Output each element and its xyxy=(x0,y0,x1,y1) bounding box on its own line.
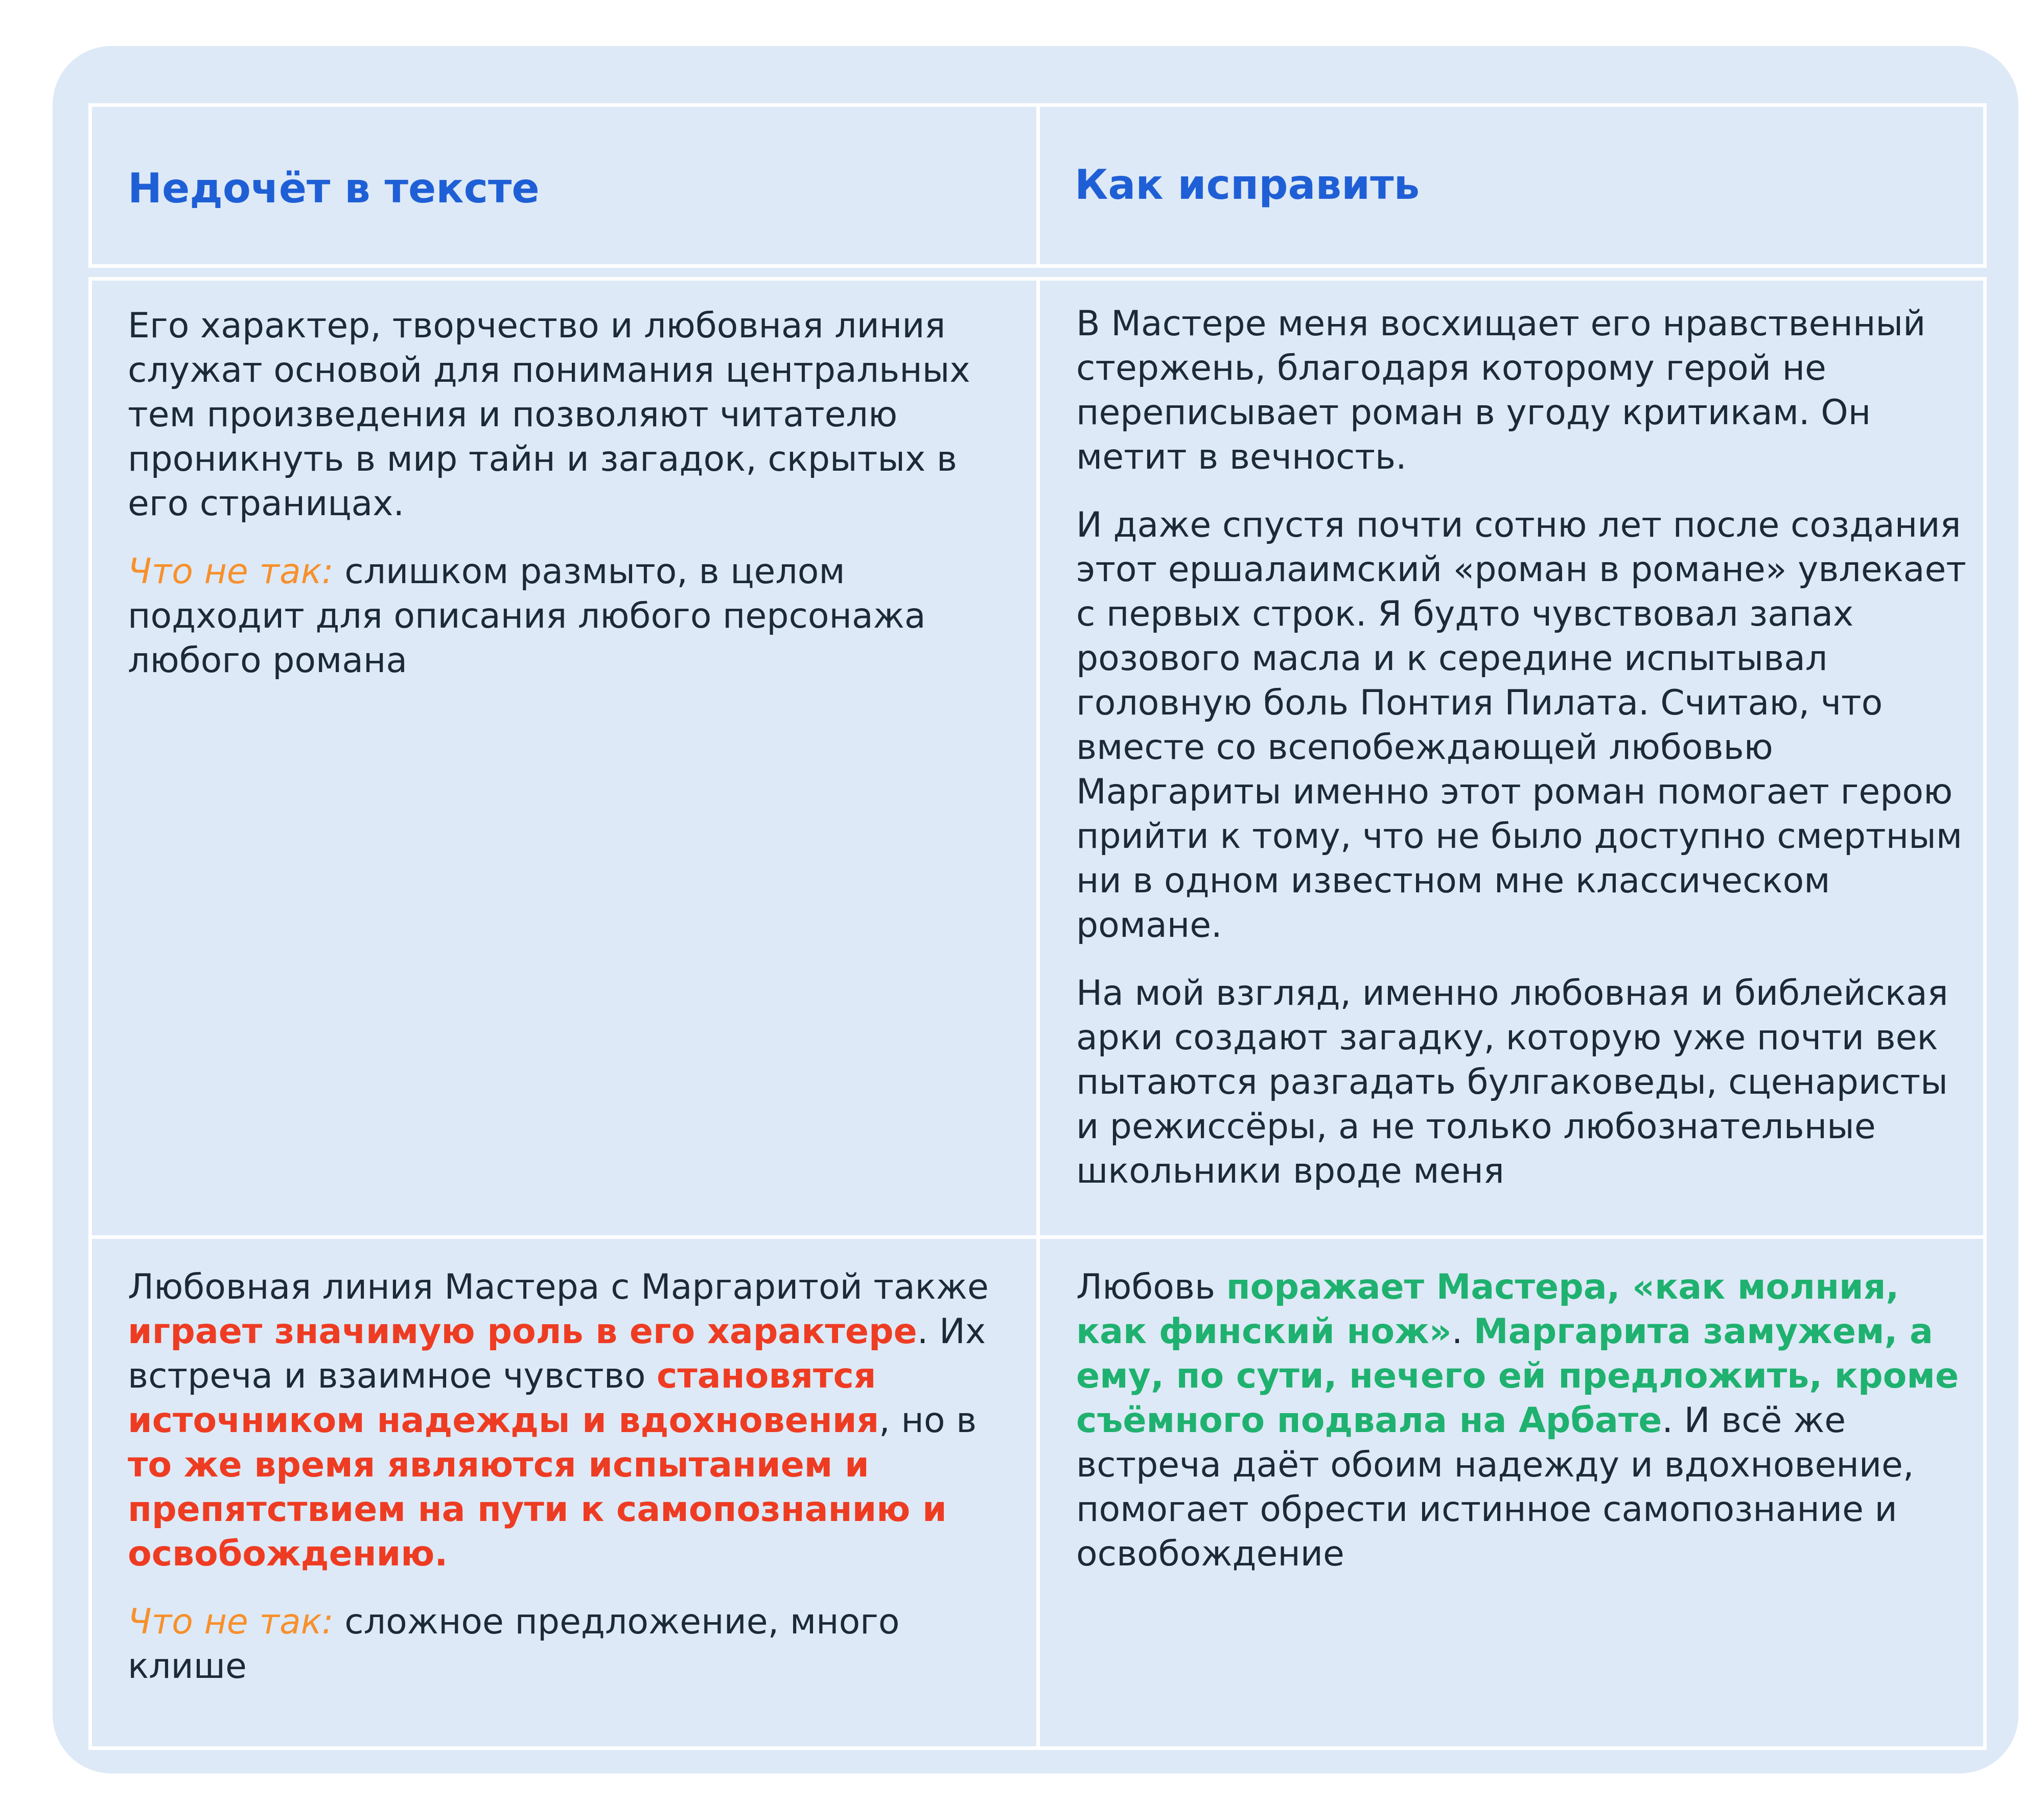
row1-fix-paragraph-3: На мой взгляд, именно любовная и библейская арки создают загадку, которую уже почти век пытаются разгадать булгаковеды, сценаристы и режиссёры, а не только любознательные школьники вроде меня xyxy=(1076,973,1948,1191)
row2-fix-highlight: поражает Мастера, «как молния, как финский нож» xyxy=(1076,1267,1899,1352)
row2-problem-segment: Любовная линия Мастера с Маргаритой также xyxy=(128,1267,989,1307)
row1-fix-paragraph-2: И даже спустя почти сотню лет после создания этот ершалаимский «роман в романе» увлекает с первых строк. Я будто чувствовал запах розового масла и к середине испытывал головную боль Понтия Пилата. Считаю, что вместе со всепобеждающей любовью Маргариты именно этот роман помогает герою прийти к тому, что не было доступно смертным ни в одном известном мне классическом романе. xyxy=(1076,505,1966,945)
row2-issue-text: сложное предложение, много клише xyxy=(128,1602,900,1687)
row1-issue-text: слишком размыто, в целом подходит для описания любого персонажа любого романа xyxy=(128,551,926,681)
row2-fix-segment: . И всё же встреча даёт обоим надежду и вдохновение, помогает обрести истинное самопознание и освобождение xyxy=(1076,1400,1914,1574)
row2-problem-highlight: то же время являются испытанием и препятствием на пути к самопознанию и освобождению. xyxy=(128,1445,947,1574)
row1-problem-paragraph: Его характер, творчество и любовная линия служат основой для понимания центральных тем произведения и позволяют читателю проникнуть в мир тайн и загадок, скрытых в его страницах. xyxy=(128,306,970,524)
row2-problem-highlight: играет значимую роль в его характере xyxy=(128,1311,917,1352)
comparison-card xyxy=(53,46,2018,1773)
row2-fix-highlight: Маргарита замужем, а ему, по сути, нечего ей предложить, кроме съёмного подвала на Арбате xyxy=(1076,1311,1959,1441)
row2-issue-note xyxy=(128,1600,1007,1689)
row1-fix-paragraph-1: В Мастере меня восхищает его нравственный стержень, благодаря которому герой не переписывает роман в угоду критикам. Он метит в вечность. xyxy=(1076,304,1926,477)
row2-fix-paragraph xyxy=(1076,1265,1968,1576)
row2-problem-highlight: становятся источником надежды и вдохновения xyxy=(128,1356,879,1441)
row2-problem-segment: , но в xyxy=(879,1400,977,1441)
header-fix: Как исправить xyxy=(1075,161,1420,209)
row1-fix-text xyxy=(1076,302,1968,1193)
row2-fix-text xyxy=(1076,1234,1968,1576)
row2-problem-segment: . Их встреча и взаимное чувство xyxy=(128,1311,986,1396)
row1-problem-text xyxy=(128,304,1007,683)
row2-fix-segment: Любовь xyxy=(1076,1267,1226,1307)
row2-fix-segment: . xyxy=(1451,1311,1474,1352)
row2-problem-text xyxy=(128,1234,1007,1689)
row1-issue-note xyxy=(128,549,1007,683)
row2-problem-paragraph xyxy=(128,1265,1007,1576)
header-problem: Недочёт в тексте xyxy=(128,165,540,212)
row1-issue-label: Что не так: xyxy=(128,551,334,592)
row2-issue-label: Что не так: xyxy=(128,1602,334,1642)
